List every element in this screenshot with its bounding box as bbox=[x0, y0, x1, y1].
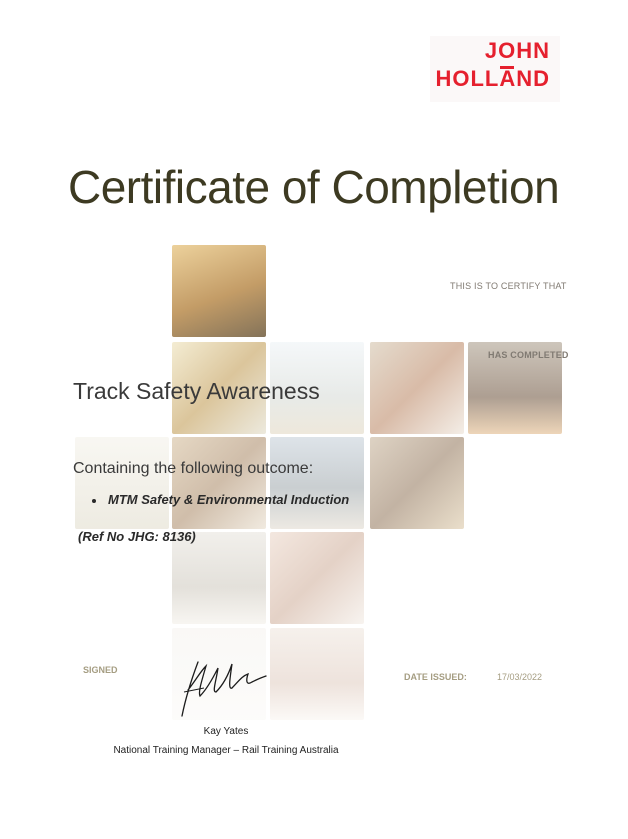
course-name: Track Safety Awareness bbox=[73, 378, 320, 404]
outcome-list bbox=[92, 492, 349, 507]
photo-tile-crew bbox=[270, 532, 364, 624]
photo-tile-rail-track bbox=[172, 532, 266, 624]
date-issued-value: 17/03/2022 bbox=[497, 672, 543, 682]
photo-tile-platform bbox=[270, 628, 364, 720]
completed-label: HAS COMPLETED bbox=[488, 350, 569, 360]
certify-label: THIS IS TO CERTIFY THAT bbox=[450, 281, 567, 291]
outcome-label: Containing the following outcome: bbox=[73, 460, 314, 477]
photo-tile-welding bbox=[370, 437, 464, 529]
certificate-title: Certificate of Completion bbox=[68, 161, 560, 213]
logo-line-1: JOHN bbox=[484, 38, 550, 63]
signed-label: SIGNED bbox=[83, 665, 118, 675]
signer-role: National Training Manager – Rail Training Australia bbox=[113, 745, 339, 756]
outcome-item bbox=[92, 492, 349, 507]
photo-tile-building bbox=[270, 437, 364, 529]
signature-image bbox=[178, 650, 268, 720]
photo-tile-stadium bbox=[75, 437, 169, 529]
photo-tile-workers bbox=[370, 342, 464, 434]
company-logo bbox=[430, 36, 560, 102]
signer-name: Kay Yates bbox=[203, 726, 249, 737]
reference-number: (Ref No JHG: 8136) bbox=[78, 529, 196, 544]
date-issued-label: DATE ISSUED: bbox=[404, 672, 467, 682]
outcome-text: MTM Safety & Environmental Induction bbox=[108, 492, 350, 507]
logo-line-2: HOLLAND bbox=[435, 66, 550, 91]
bullet-icon bbox=[92, 499, 96, 503]
photo-tile-worker-helmet bbox=[172, 437, 266, 529]
photo-tile-tunnel bbox=[172, 245, 266, 337]
